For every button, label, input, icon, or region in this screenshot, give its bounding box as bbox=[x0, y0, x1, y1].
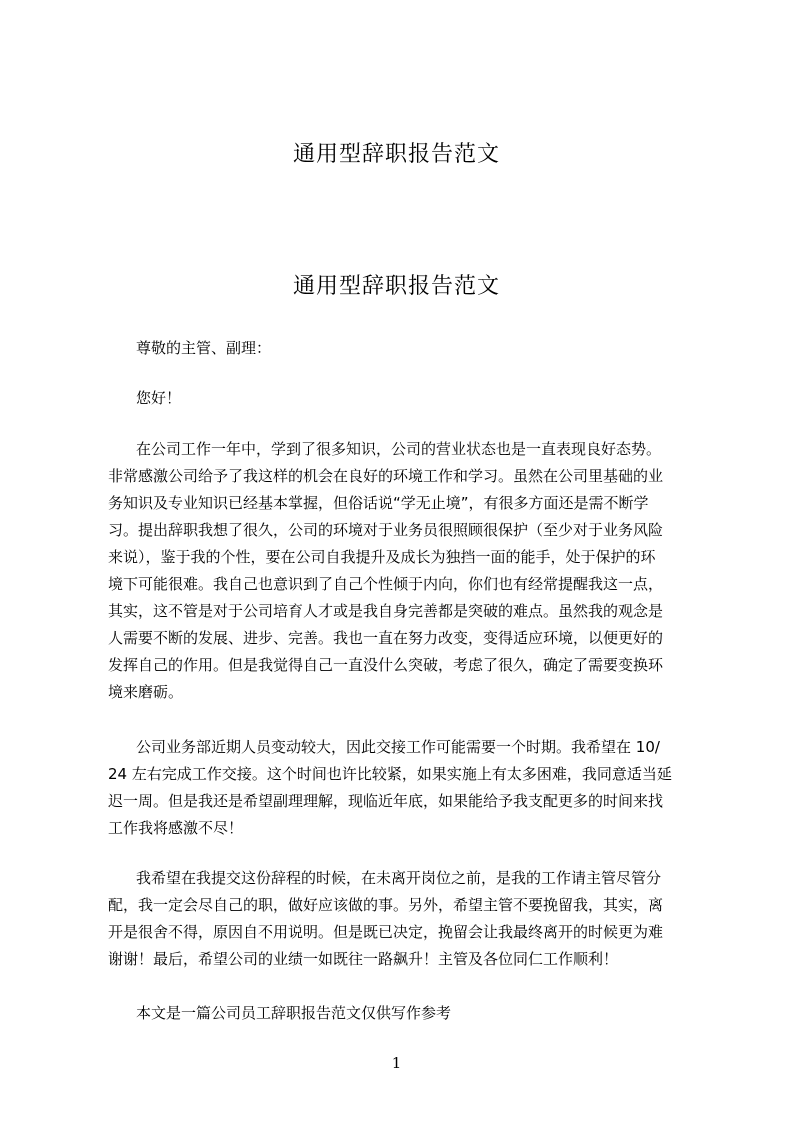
paragraph-line: 非常感激公司给予了我这样的机会在良好的环境工作和学习。虽然在公司里基础的业 bbox=[108, 467, 664, 485]
paragraph-line: 其实，这不管是对于公司培育人才或是我自身完善都是突破的难点。虽然我的观念是 bbox=[108, 602, 664, 620]
page-number: 1 bbox=[391, 1054, 402, 1072]
paragraph-line: 工作我将感激不尽！ bbox=[108, 819, 244, 837]
page-title: 通用型辞职报告范文 bbox=[292, 274, 500, 299]
paragraph-line: 谢谢！最后，希望公司的业绩一如既往一路飙升！主管及各位同仁工作顺利！ bbox=[108, 950, 619, 968]
paragraph-line: 境来磨砺。 bbox=[108, 683, 184, 701]
header-title: 通用型辞职报告范文 bbox=[292, 142, 500, 167]
paragraph-line: 迟一周。但是我还是希望副理理解，现临近年底，如果能给予我支配更多的时间来找 bbox=[108, 792, 664, 810]
salutation: 尊敬的主管、副理： bbox=[136, 339, 272, 357]
footnote: 本文是一篇公司员工辞职报告范文仅供写作参考 bbox=[136, 1004, 452, 1022]
paragraph-line: 人需要不断的发展、进步、完善。我也一直在努力改变，变得适应环境，以便更好的 bbox=[108, 629, 664, 647]
greeting: 您好！ bbox=[136, 389, 182, 407]
paragraph-line: 习。提出辞职我想了很久，公司的环境对于业务员很照顾很保护（至少对于业务风险 bbox=[108, 521, 664, 539]
paragraph-line: 公司业务部近期人员变动较大，因此交接工作可能需要一个时期。我希望在 10/ bbox=[136, 738, 660, 756]
paragraph-line: 来说），鉴于我的个性，要在公司自我提升及成长为独挡一面的能手，处于保护的环 bbox=[108, 548, 656, 566]
paragraph-line: 务知识及专业知识已经基本掌握，但俗话说“学无止境”，有很多方面还是需不断学 bbox=[108, 494, 649, 512]
paragraph-line: 24 左右完成工作交接。这个时间也许比较紧，如果实施上有太多困难，我同意适当延 bbox=[108, 765, 672, 783]
paragraph-line: 境下可能很难。我自己也意识到了自己个性倾于内向，你们也有经常提醒我这一点， bbox=[108, 575, 664, 593]
paragraph-line: 配，我一定会尽自己的职，做好应该做的事。另外，希望主管不要挽留我，其实，离 bbox=[108, 896, 664, 914]
paragraph-line: 开是很舍不得，原因自不用说明。但是既已决定，挽留会让我最终离开的时候更为难 bbox=[108, 923, 664, 941]
paragraph-line: 我希望在我提交这份辞程的时候，在未离开岗位之前，是我的工作请主管尽管分 bbox=[136, 869, 662, 887]
paragraph-line: 在公司工作一年中，学到了很多知识，公司的营业状态也是一直表现良好态势。 bbox=[136, 440, 662, 458]
paragraph-line: 发挥自己的作用。但是我觉得自己一直没什么突破，考虑了很久，确定了需要变换环 bbox=[108, 656, 664, 674]
